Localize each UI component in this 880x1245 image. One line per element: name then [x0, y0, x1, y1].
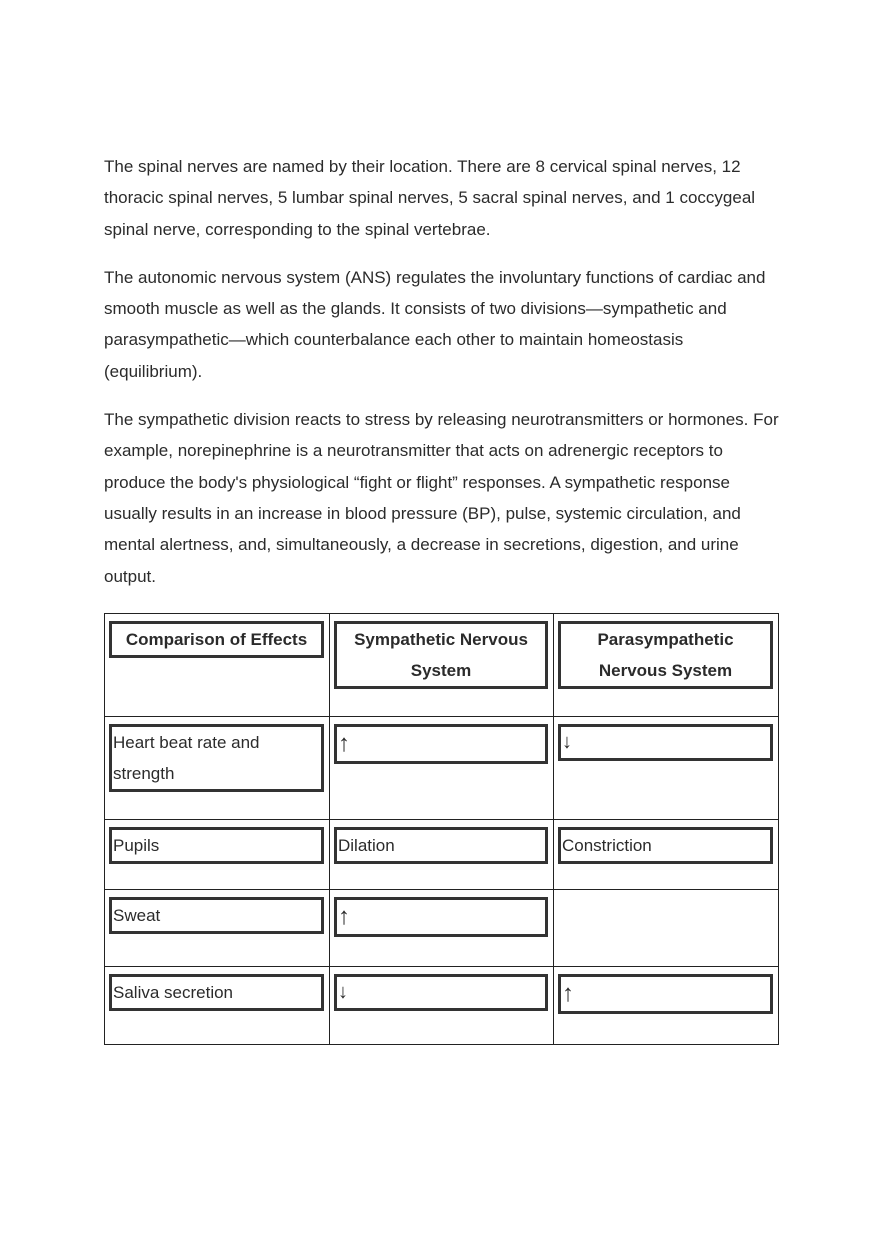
- table-row: [105, 966, 779, 1044]
- table-cell-empty: [554, 889, 779, 966]
- table-cell: [105, 819, 330, 889]
- table-cell: [554, 966, 779, 1044]
- table-cell: [105, 966, 330, 1044]
- paragraph-autonomic-nervous-system: The autonomic nervous system (ANS) regulates the involuntary functions of cardiac and smooth muscle as well as the glands. It consists of two divisions—sympathetic and parasympathetic—which counterbalance each other to maintain homeostasis (equilibrium).: [104, 267, 766, 381]
- table-header-cell: [105, 613, 330, 716]
- table-cell: [105, 889, 330, 966]
- header-sympathetic: Sympathetic Nervous System: [334, 621, 548, 689]
- parasympathetic-value: ↓: [558, 724, 773, 761]
- table-cell: [330, 716, 554, 819]
- table-row: [105, 716, 779, 819]
- paragraph-sympathetic-division: The sympathetic division reacts to stress by releasing neurotransmitters or hormones. For example, norepinephrine is a neurotransmitter that acts on adrenergic receptors to produce the body's physiological “fight or flight” responses. A sympathetic response usually results in an increase in blood pressure (BP), pulse, systemic circulation, and mental alertness, and, simultaneously, a decrease in secretions, digestion, and urine output.: [104, 410, 779, 586]
- table-header-row: [105, 613, 779, 716]
- effect-label: Pupils: [109, 827, 324, 864]
- paragraph-spinal-nerves: The spinal nerves are named by their location. There are 8 cervical spinal nerves, 12 thoracic spinal nerves, 5 lumbar spinal nerves, 5 sacral spinal nerves, and 1 coccygeal spinal nerve, corresponding to the spinal vertebrae.: [104, 157, 756, 239]
- parasympathetic-value: ↑: [558, 974, 773, 1014]
- effect-label: Saliva secretion: [109, 974, 324, 1011]
- effect-label: Sweat: [109, 897, 324, 934]
- table-cell: [554, 819, 779, 889]
- table-cell: [330, 819, 554, 889]
- sympathetic-value: Dilation: [334, 827, 548, 864]
- table-cell: [330, 966, 554, 1044]
- table-cell: [330, 889, 554, 966]
- effect-label: Heart beat rate and strength: [109, 724, 324, 792]
- table-cell: [105, 716, 330, 819]
- document-body: [104, 151, 780, 1045]
- table-cell: [554, 716, 779, 819]
- sympathetic-value: ↑: [334, 724, 548, 764]
- sympathetic-value: ↓: [334, 974, 548, 1011]
- comparison-table: [104, 613, 779, 1045]
- sympathetic-value: ↑: [334, 897, 548, 937]
- table-header-cell: [554, 613, 779, 716]
- header-parasympathetic: Parasympathetic Nervous System: [558, 621, 773, 689]
- table-row: [105, 819, 779, 889]
- table-header-cell: [330, 613, 554, 716]
- table-row: [105, 889, 779, 966]
- header-comparison-of-effects: Comparison of Effects: [109, 621, 324, 658]
- parasympathetic-value: Constriction: [558, 827, 773, 864]
